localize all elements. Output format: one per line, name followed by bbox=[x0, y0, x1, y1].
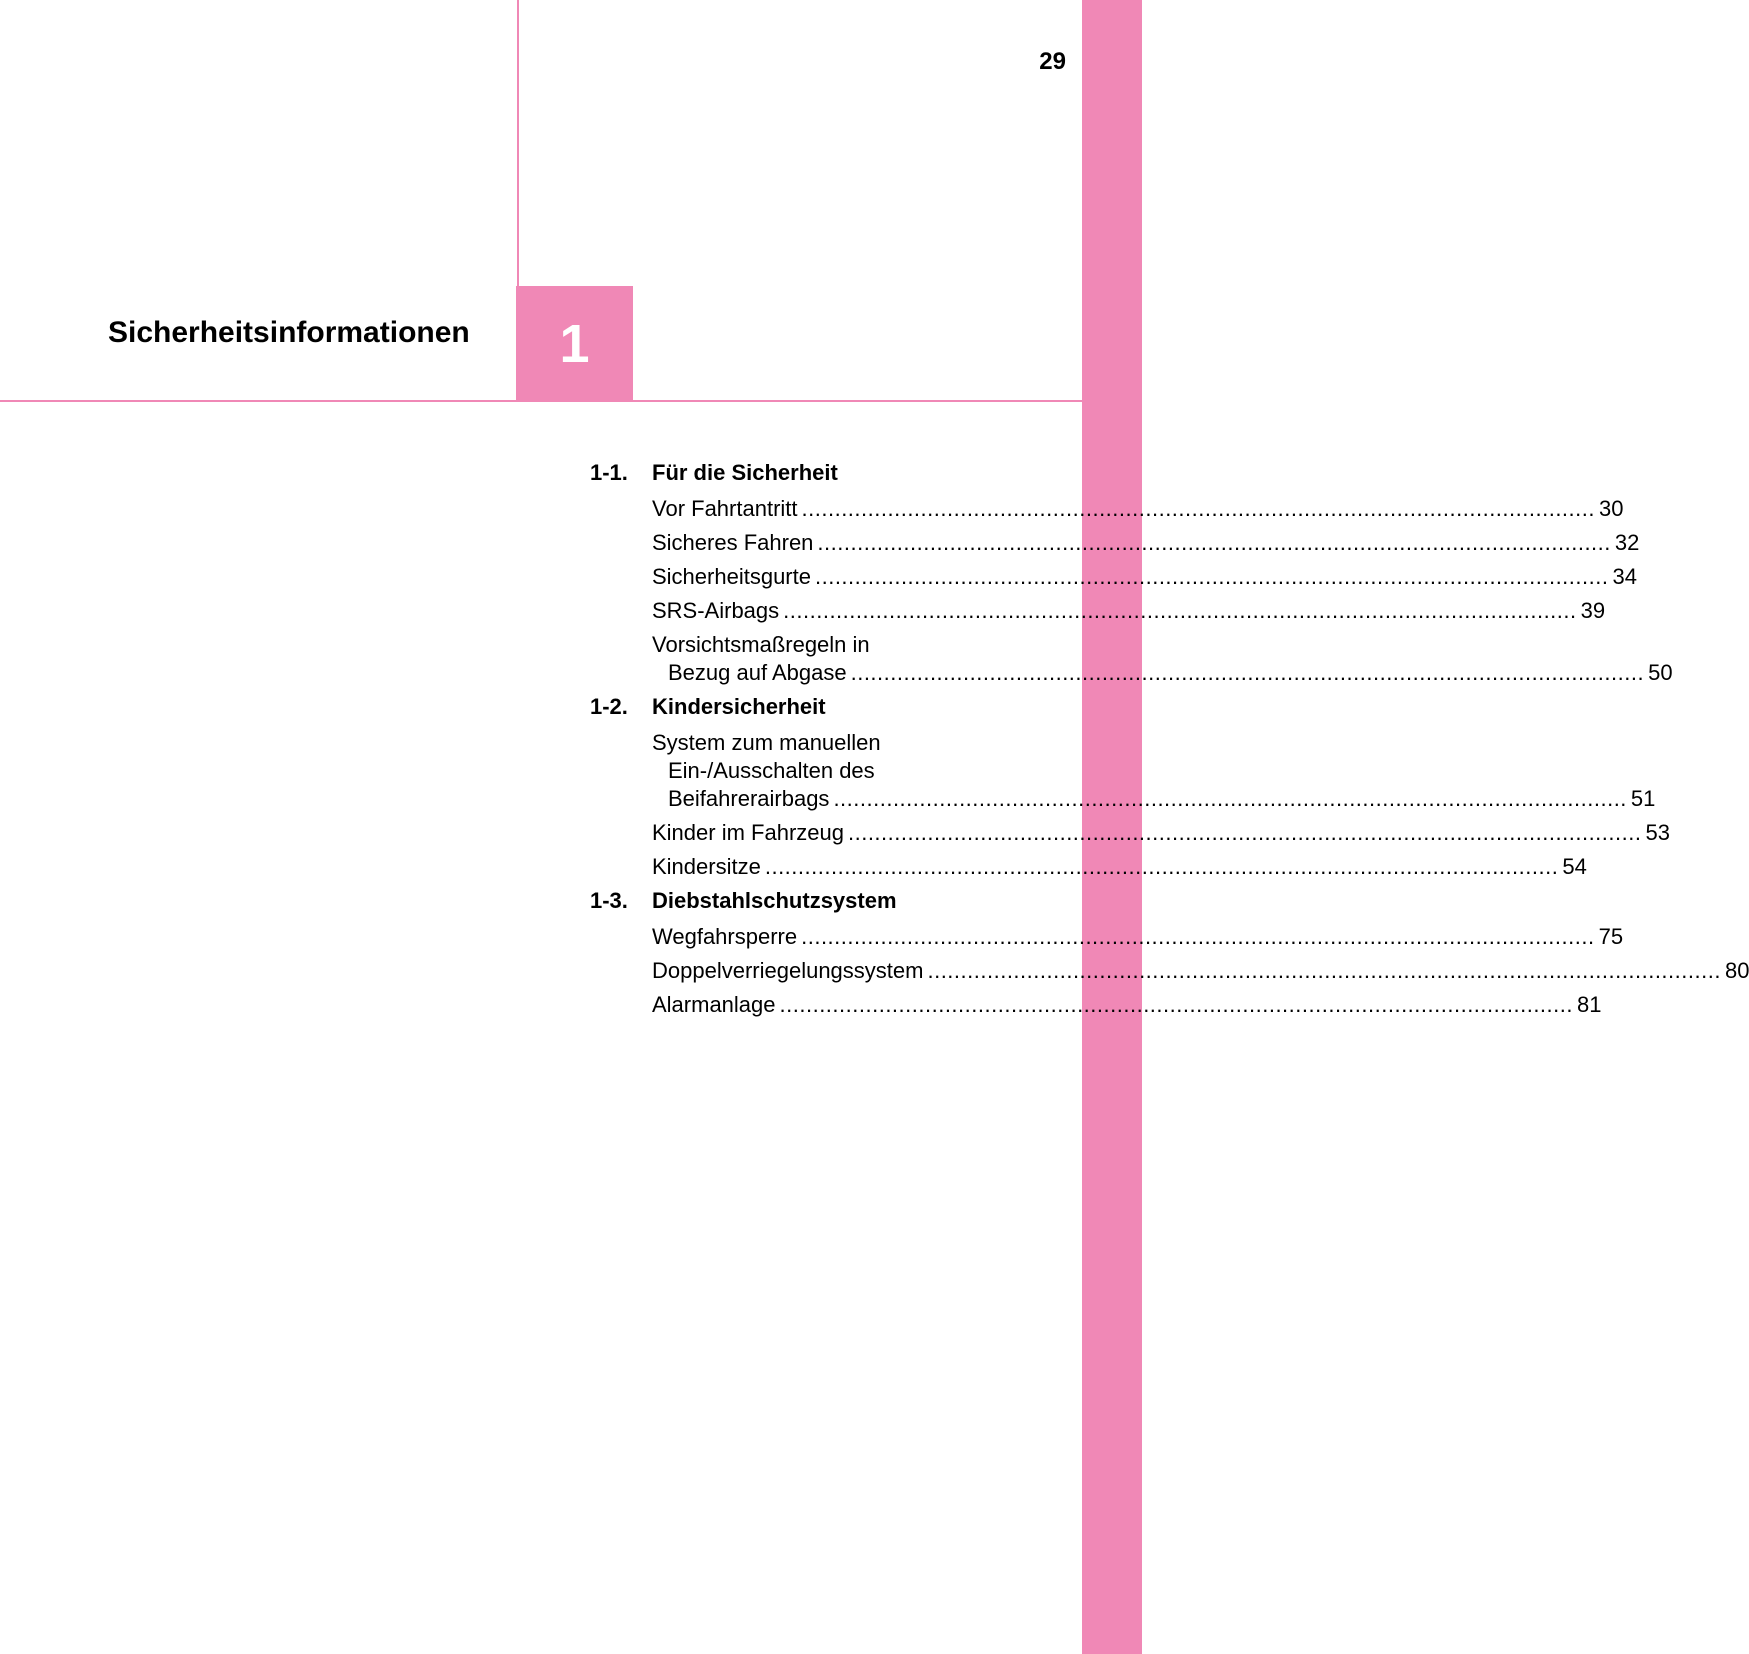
toc-entry-text: Sicheres Fahren bbox=[652, 530, 814, 555]
toc-entry-text: Doppelverriegelungssystem bbox=[652, 958, 924, 983]
toc-dot-leader: ........................................................................................................................ bbox=[927, 958, 1721, 983]
toc-dot-leader: ........................................................................................................................ bbox=[783, 598, 1577, 623]
toc-section bbox=[590, 885, 1749, 1019]
toc-entry[interactable] bbox=[652, 529, 1640, 557]
toc-dot-leader: ........................................................................................................................ bbox=[764, 854, 1559, 879]
toc-section-number: 1-2. bbox=[590, 694, 628, 719]
toc-entry-text: Vorsichtsmaßregeln in bbox=[652, 632, 870, 657]
toc-entry-text: Ein-/Ausschalten des bbox=[668, 758, 875, 783]
toc-dot-leader: ........................................................................................................................ bbox=[814, 564, 1609, 589]
toc-page-number: 81 bbox=[1577, 992, 1602, 1017]
toc-entry-text: Vor Fahrtantritt bbox=[652, 496, 798, 521]
page-number: 29 bbox=[1039, 48, 1066, 75]
toc-page-number: 39 bbox=[1580, 598, 1606, 623]
toc-section-heading[interactable] bbox=[590, 457, 1008, 489]
toc-page-number: 75 bbox=[1598, 924, 1624, 949]
toc-page-number: 54 bbox=[1562, 854, 1587, 879]
toc-section-title: Für die Sicherheit bbox=[652, 460, 838, 485]
toc-entry[interactable] bbox=[652, 495, 1624, 523]
toc-section-number: 1-3. bbox=[590, 888, 628, 913]
toc-entry-text: Wegfahrsperre bbox=[652, 924, 798, 949]
toc-section-heading[interactable] bbox=[590, 691, 1008, 723]
toc-entry-text: System zum manuellen bbox=[652, 730, 881, 755]
toc-entry[interactable] bbox=[652, 631, 1673, 687]
toc-section-number: 1-1. bbox=[590, 460, 628, 485]
toc-section-title: Kindersicherheit bbox=[652, 694, 826, 719]
toc-dot-leader: ........................................................................................................................ bbox=[779, 992, 1573, 1017]
toc-dot-leader: ........................................................................................................................ bbox=[801, 496, 1595, 521]
toc-page-number: 34 bbox=[1612, 564, 1637, 589]
chapter-number: 1 bbox=[559, 314, 590, 374]
toc-entry-text: Alarmanlage bbox=[652, 992, 776, 1017]
toc-page-number: 51 bbox=[1630, 786, 1656, 811]
table-of-contents bbox=[590, 457, 1749, 1023]
toc-entry[interactable] bbox=[652, 923, 1624, 951]
toc-section bbox=[590, 691, 1670, 881]
toc-entry-text: Kinder im Fahrzeug bbox=[652, 820, 844, 845]
toc-entry[interactable] bbox=[652, 991, 1602, 1019]
toc-page-number: 53 bbox=[1645, 820, 1670, 845]
toc-dot-leader: ........................................................................................................................ bbox=[833, 786, 1627, 811]
toc-section-heading[interactable] bbox=[590, 885, 1008, 917]
toc-dot-leader: ........................................................................................................................ bbox=[850, 660, 1645, 685]
toc-page-number: 30 bbox=[1599, 496, 1624, 521]
chapter-number-box bbox=[516, 286, 633, 402]
toc-entry-text: Beifahrerairbags bbox=[668, 786, 830, 811]
toc-entry-text: Kindersitze bbox=[652, 854, 761, 879]
toc-page-number: 32 bbox=[1614, 530, 1640, 555]
toc-entry-text: Bezug auf Abgase bbox=[668, 660, 847, 685]
toc-entry[interactable] bbox=[652, 729, 1656, 813]
toc-entry-text: SRS-Airbags bbox=[652, 598, 780, 623]
toc-entry[interactable] bbox=[652, 819, 1670, 847]
toc-page-number: 50 bbox=[1648, 660, 1673, 685]
toc-entry[interactable] bbox=[652, 853, 1587, 881]
toc-section-title: Diebstahlschutzsystem bbox=[652, 888, 897, 913]
toc-entry[interactable] bbox=[652, 563, 1637, 591]
toc-entry[interactable] bbox=[652, 597, 1606, 625]
toc-entry[interactable] bbox=[652, 957, 1749, 985]
toc-page-number: 80 bbox=[1724, 958, 1749, 983]
toc-section bbox=[590, 457, 1673, 687]
chapter-title: Sicherheitsinformationen bbox=[108, 316, 470, 349]
toc-dot-leader: ........................................................................................................................ bbox=[817, 530, 1611, 555]
toc-entry-text: Sicherheitsgurte bbox=[652, 564, 811, 589]
toc-dot-leader: ........................................................................................................................ bbox=[847, 820, 1642, 845]
toc-dot-leader: ........................................................................................................................ bbox=[801, 924, 1595, 949]
